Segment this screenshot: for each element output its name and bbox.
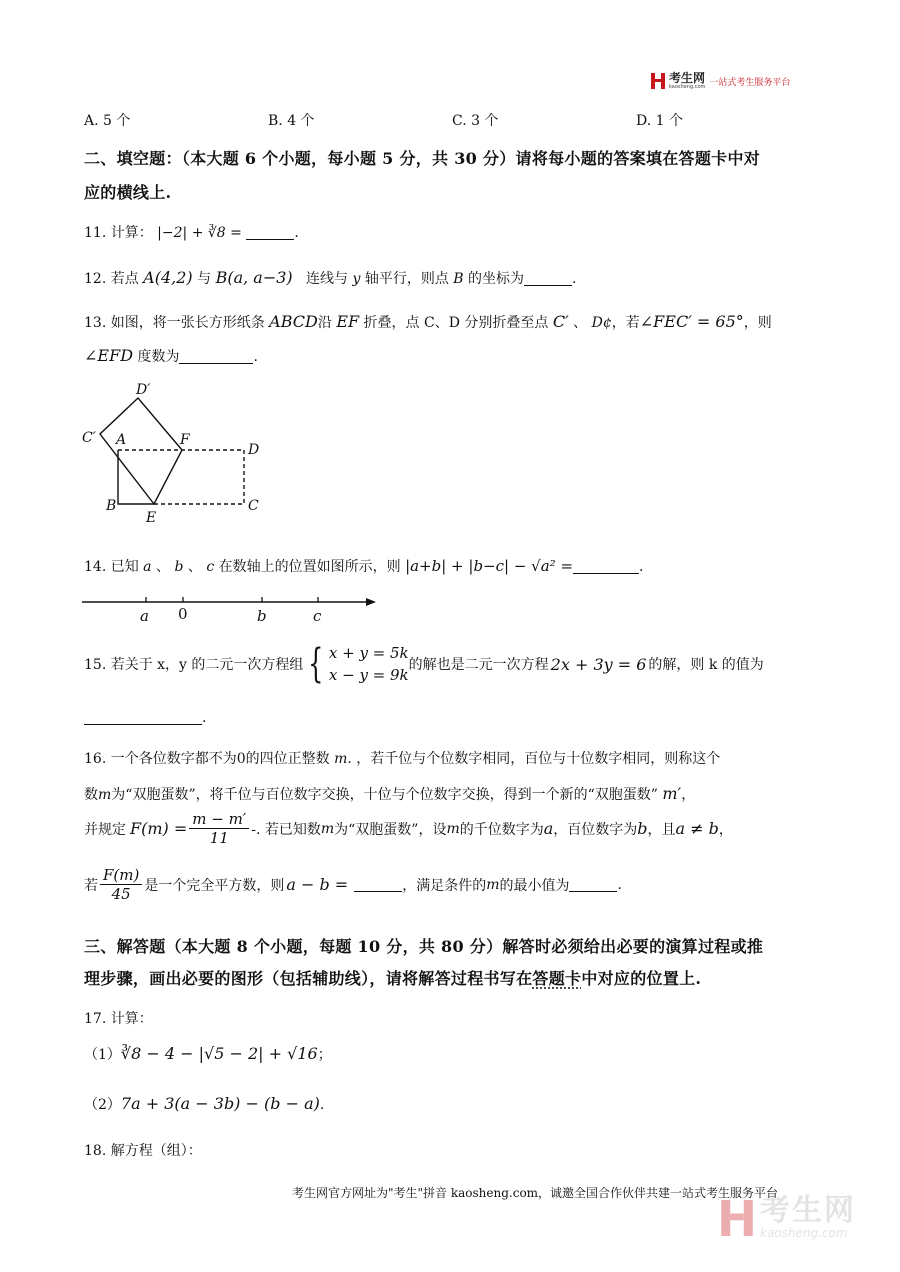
q14-a: a (143, 559, 152, 575)
q14-answer-blank[interactable] (573, 559, 639, 574)
q16-text-e: 为“双胞蛋数”，将千位与百位数字交换，十位与个位数字交换，得到一个新的“双胞蛋数” (111, 787, 658, 803)
option-d: D. 1 个 (636, 113, 683, 129)
q13-text-a: 13. 如图，将一张长方形纸条 (84, 315, 265, 331)
q13-text-e: ，则 (743, 315, 772, 331)
q16-a-minus-b: a − b = (286, 875, 349, 894)
q15-equation-system: { x + y = 5k x − y = 9k (308, 641, 409, 687)
q13-abcd: ABCD (269, 312, 318, 331)
q14-b: b (174, 559, 184, 575)
question-16-line2 (84, 784, 695, 804)
question-17-part2 (84, 1094, 324, 1114)
q16-frac-num: m − m′ (189, 810, 249, 829)
question-14 (84, 556, 643, 576)
q16-text-k: ，百位数字为 (553, 821, 638, 838)
q12-answer-blank[interactable] (524, 271, 572, 286)
q12-point-a: A(4,2) (143, 268, 193, 287)
number-line (76, 588, 386, 628)
q13-sep: 、 (573, 315, 588, 331)
logo-sub: kaosheng.com (669, 84, 706, 90)
q16-frac-den: 11 (209, 829, 229, 847)
fig13-label-f: F (180, 432, 190, 448)
q14-end: . (639, 559, 644, 575)
q16-m2: m (98, 787, 112, 803)
question-12 (84, 268, 576, 288)
section3-emphasis: 答题卡 (532, 969, 582, 988)
q17-p1-expression: ∛8 − 4 − |√5 − 2| + √16 (120, 1044, 318, 1063)
q16-text-f: ， (681, 787, 696, 803)
q16-text-b: 的四位正整数 (245, 751, 330, 767)
q16-text-n: 若 (84, 877, 98, 894)
q15-text-b: 的解也是二元一次方程 (408, 657, 549, 673)
numberline-label-a: a (140, 607, 149, 625)
q15-text-a: 15. 若关于 x，y 的二元一次方程组 (84, 657, 304, 673)
q14-c: c (206, 559, 215, 575)
q14-text-b: 在数轴上的位置如图所示，则 (218, 559, 401, 575)
q12-text-b: 与 (197, 271, 212, 287)
watermark-text: 考生网 (760, 1193, 856, 1228)
fig13-label-a: A (116, 432, 127, 448)
q14-sep1: 、 (155, 559, 170, 575)
fig13-label-b: B (106, 498, 117, 514)
q15-eq2: x − y = 9k (328, 666, 409, 684)
question-17-title: 17. 计算： (84, 1011, 153, 1027)
question-16-line3 (84, 810, 733, 847)
q12-point-b: B(a, a−3) (215, 268, 293, 287)
fig13-label-cprime: C′ (82, 430, 96, 446)
q16-text-o: 是一个完全平方数，则 (144, 877, 285, 894)
q15-text-c: 的解，则 k 的值为 (648, 657, 764, 673)
section2-heading-line1: 二、填空题：（本大题 6 个小题，每小题 5 分，共 30 分）请将每小题的答案填在答题卡中对 (84, 149, 761, 168)
logo-text: 考生网 (669, 71, 706, 85)
q13-end: . (253, 349, 258, 365)
fig13-label-dprime: D′ (136, 382, 151, 398)
q16-text-m: ， (718, 821, 733, 838)
option-a: A. 5 个 (84, 113, 131, 129)
q14-sep2: 、 (187, 559, 202, 575)
section3-text-a: 理步骤，画出必要的图形（包括辅助线），请将解答过程书写在 (84, 969, 533, 988)
q13-angle: ∠FEC′ = 65° (639, 312, 744, 331)
q16-text-q: 的最小值为 (499, 877, 570, 894)
question-15 (84, 642, 764, 686)
q11-answer-blank[interactable] (246, 225, 294, 240)
q15-end: . (202, 710, 207, 726)
numberline-label-c: c (313, 607, 322, 625)
logo-tagline: 一站式考生服务平台 (709, 77, 791, 88)
fig13-folded-part (100, 398, 182, 504)
question-13-line1 (84, 312, 772, 332)
q13-text-b: 沿 (317, 315, 332, 331)
q17-p1-label: （1） (84, 1047, 121, 1063)
question-11 (84, 222, 299, 242)
q14-text-a: 14. 已知 (84, 559, 139, 575)
q16-m5: m (486, 876, 500, 893)
q16-a: a (543, 819, 554, 838)
section3-heading-line1: 三、解答题（本大题 8 个小题，每题 10 分，共 80 分）解答时必须给出必要的演算过程或推 (84, 937, 764, 956)
q16-answer-blank2[interactable] (569, 877, 617, 892)
number-line-arrow-icon (366, 598, 376, 606)
q16-fraction2 (100, 866, 142, 903)
numberline-label-0: 0 (178, 605, 188, 623)
option-b: B. 4 个 (268, 113, 315, 129)
q11-end: . (294, 225, 299, 241)
q16-fraction (189, 810, 249, 847)
q16-text-c: . ，若千位与个位数字相同，百位与十位数字相同，则称这个 (347, 751, 721, 767)
q13-angle-efd: ∠EFD (84, 346, 134, 365)
kaosheng-logo-icon (651, 73, 665, 89)
q12-text: 12. 若点 (84, 271, 139, 287)
q12-y: y (352, 271, 361, 287)
q17-p2-expression: 7a + 3(a − 3b) − (b − a) (120, 1094, 320, 1113)
q16-text-d: 数 (84, 787, 98, 803)
q13-d-prime: D¢ (591, 315, 612, 331)
fig13-label-c: C (248, 498, 259, 514)
q14-expression: |a+b| + |b−c| − √a² = (405, 557, 574, 575)
q16-m-prime: m′ (662, 784, 682, 803)
q11-expression: |−2| + ∛8 = (157, 225, 242, 241)
q16-frac2-num: F(m) (100, 866, 142, 885)
fig13-label-d: D (248, 442, 260, 458)
q12-text-c: 连线与 (306, 271, 348, 287)
q13-text-f: 度数为 (137, 349, 180, 365)
question-17-part1 (84, 1044, 332, 1064)
q16-m3: m (320, 820, 335, 837)
q15-eq3: 2x + 3y = 6 (550, 654, 647, 674)
q16-end: . (617, 876, 622, 893)
q17-p1-end: ； (317, 1047, 332, 1063)
q12-end: . (572, 271, 577, 287)
q12-text-d: 轴平行，则点 (364, 271, 449, 287)
q12-b: B (453, 271, 464, 287)
q16-text-h: -. 若已知数 (251, 821, 321, 838)
watermark-sub: kaosheng.com (760, 1226, 848, 1240)
q11-label: 11. 计算： (84, 225, 153, 241)
section3-text-b: 中对应的位置上. (581, 969, 702, 988)
q16-frac2-den: 45 (111, 885, 131, 903)
q16-m1: m (334, 751, 348, 767)
q16-b: b (637, 819, 648, 838)
q16-text-g: 并规定 (84, 821, 126, 838)
q16-text-l: ，且 (647, 821, 676, 838)
figure-13-folded-strip (76, 378, 276, 528)
fig13-dashed-rect (118, 450, 244, 504)
q16-answer-blank1[interactable] (354, 877, 402, 892)
q15-answer-line (84, 710, 206, 726)
q16-a-neq-b: a ≠ b (675, 819, 719, 838)
section3-heading-line2 (84, 966, 701, 989)
fig13-label-e: E (146, 510, 157, 526)
question-16-line1 (84, 748, 720, 768)
watermark-logo-icon (720, 1200, 754, 1236)
q16-m4: m (446, 820, 460, 837)
q16-text-j: 的千位数字为 (459, 821, 544, 838)
question-13-line2 (84, 346, 258, 366)
q13-text-c: 折叠，点 C、D 分别折叠至点 (363, 315, 549, 331)
q13-c-prime: C′ (552, 312, 569, 331)
q15-answer-blank[interactable] (84, 710, 202, 725)
footer-text: 考生网官方网址为"考生"拼音 kaosheng.com，诚邀全国合作伙伴共建一站式考生服务平台 (292, 1186, 779, 1200)
q15-eq1: x + y = 5k (328, 644, 409, 662)
q16-text-p: ，满足条件的 (402, 877, 487, 894)
q17-p2-end: . (319, 1097, 325, 1113)
q16-text-a: 16. 一个各位数字都不为 (84, 751, 237, 767)
q16-text-i: 为“双胞蛋数”，设 (334, 821, 447, 838)
q13-text-d: ，若 (611, 315, 640, 331)
q13-ef: EF (336, 312, 360, 331)
q17-p2-label: （2） (84, 1097, 121, 1113)
numberline-label-b: b (257, 607, 267, 625)
q12-text-e: 的坐标为 (468, 271, 525, 287)
question-18-title: 18. 解方程（组）： (84, 1143, 202, 1159)
q16-zero: 0 (236, 751, 246, 767)
question-16-line4 (84, 866, 622, 903)
q13-answer-blank[interactable] (179, 349, 253, 364)
watermark (720, 1193, 856, 1240)
section2-heading-line2: 应的横线上. (84, 183, 172, 202)
header-logo (651, 72, 790, 90)
option-c: C. 3 个 (452, 113, 499, 129)
q16-fm: F(m) = (130, 819, 188, 838)
